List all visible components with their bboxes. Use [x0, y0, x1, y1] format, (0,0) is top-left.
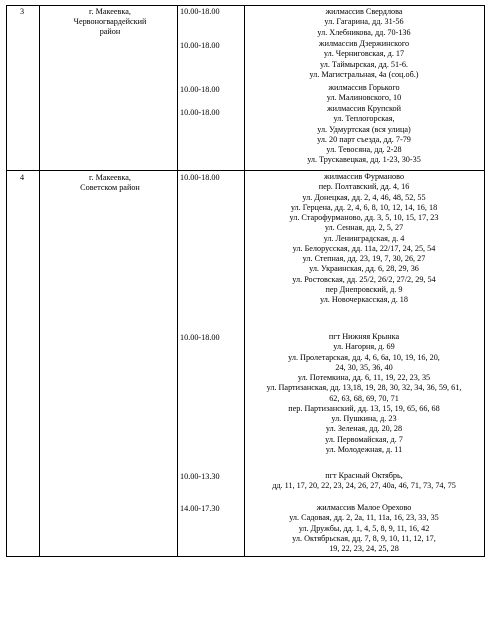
address-line: ул. Черниговская, д. 17	[323, 49, 405, 59]
address-line: 24, 30, 35, 36, 40	[335, 362, 393, 372]
address-line: ул. Потемкина, дд. 6, 11, 19, 22, 23, 35	[297, 373, 431, 382]
address-line: 19, 22, 23, 24, 25, 28	[329, 544, 399, 553]
time-slot: 10.00-18.00	[180, 41, 220, 50]
district-line: Советском район	[80, 183, 140, 192]
address-line: ул. Сенная, дд. 2, 5, 27	[324, 223, 404, 233]
district-line: г. Макеевка,	[89, 173, 131, 182]
table-border-right	[484, 5, 485, 557]
address-line: ул. Украинская, дд. 6, 28, 29, 36	[309, 264, 419, 274]
address-line: пер. Полтавский, дд. 4, 16	[318, 182, 410, 192]
address-line: ул. Теплогорская,	[333, 114, 395, 124]
table-border-top	[6, 5, 485, 6]
address-line: ул. Первомайская, д. 7	[325, 434, 403, 444]
address-line: ул. Партизанская, дд. 13,18, 19, 28, 30, 32, 34, 36, 59, 61,	[266, 383, 462, 393]
address-line: ул. Хлебникова, дд. 70-136	[317, 27, 411, 37]
address-line: жилмассив Крупской	[326, 104, 402, 113]
address-line: жилмассив Малое Орехово	[316, 503, 412, 512]
address-line: ул. Октябрьская, дд. 7, 8, 9, 10, 11, 12, 17,	[292, 533, 436, 543]
district-name	[44, 7, 176, 37]
time-slot: 10.00-18.00	[180, 7, 220, 16]
district-line: район	[99, 27, 121, 36]
time-slot: 10.00-18.00	[180, 333, 220, 342]
row-number: 3	[20, 7, 25, 16]
address-line: ул. Молодежная, д. 11	[325, 444, 403, 454]
table-border-left	[6, 5, 7, 557]
time-slot: 10.00-18.00	[180, 173, 220, 182]
address-line: ул. Старофурманово, дд. 3, 5, 10, 15, 17, 23	[289, 213, 439, 222]
district-line: г. Макеевка,	[89, 7, 131, 16]
address-line: ул. Таймырская, дд. 51-6.	[320, 59, 408, 69]
address-line: ул. Донецкая, дд. 2, 4, 46, 48, 52, 55	[302, 192, 426, 202]
address-block	[246, 7, 482, 38]
address-block	[246, 104, 482, 166]
address-line: ул. Новочеркасская, д. 18	[319, 295, 408, 304]
address-line: ул. Малиновского, 10	[326, 93, 402, 103]
address-line: пгт Нижняя Крынка	[328, 332, 400, 341]
table-col-divider-2	[177, 5, 178, 557]
time-slot: 10.00-18.00	[180, 85, 220, 94]
table-row-divider	[6, 170, 485, 171]
time-slot: 10.00-18.00	[180, 108, 220, 117]
address-line: жилмассив Горького	[328, 83, 400, 92]
time-slot: 14.00-17.30	[180, 504, 220, 513]
address-line: пгт Красный Октябрь,	[325, 471, 403, 480]
time-slot: 10.00-13.30	[180, 472, 220, 481]
address-line: дд. 11, 17, 20, 22, 23, 24, 26, 27, 40а, 46, 71, 73, 74, 75	[272, 481, 456, 491]
address-line: ул. Зеленая, дд. 20, 28	[325, 424, 403, 434]
address-line: ул. Ростовская, дд. 25/2, 26/2, 27/2, 29, 54	[292, 274, 436, 284]
address-line: ул. Магистральная, 4а (соц.об.)	[309, 69, 419, 79]
address-line: ул. Трускавецкая, дд. 1-23, 30-35	[307, 155, 421, 165]
address-block	[246, 332, 482, 455]
address-block	[246, 39, 482, 80]
address-line: пер. Партизанский, дд. 13, 15, 19, 65, 66, 68	[288, 403, 440, 413]
address-block	[246, 503, 482, 554]
district-line: Червоногвардейский	[73, 17, 147, 26]
row-number: 4	[20, 173, 25, 182]
address-line: ул. Удмуртская (вся улица)	[317, 124, 411, 134]
address-line: жилмассив Свердлова	[325, 7, 403, 16]
table-col-divider-1	[39, 5, 40, 557]
address-line: ул. 20 парт съезда, дд. 7-79	[317, 134, 411, 144]
table-border-bottom	[6, 556, 485, 557]
address-line: ул. Садовая, дд. 2, 2а, 11, 11а, 16, 23, 33, 35	[289, 513, 439, 523]
address-line: ул. Герцена, дд. 2, 4, 6, 8, 10, 12, 14, 16, 18	[290, 202, 438, 212]
address-line: ул. Степная, дд. 23, 19, 7, 30, 26, 27	[302, 254, 426, 263]
address-line: ул. Гагарина, дд. 31-56	[324, 17, 404, 27]
address-block	[246, 172, 482, 305]
address-block	[246, 83, 482, 104]
district-name	[44, 173, 176, 193]
address-block	[246, 471, 482, 492]
address-line: ул. Дружбы, дд. 1, 4, 5, 8, 9, 11, 16, 42	[298, 523, 430, 533]
address-line: ул. Ленинградская, д. 4	[323, 233, 405, 243]
address-line: жилмассив Фурманово	[323, 172, 405, 181]
address-line: пер Днепровский, д. 9	[325, 284, 403, 294]
address-line: ул. Белорусская, дд. 11а, 22/17, 24, 25, 54	[292, 243, 436, 253]
address-line: ул. Пушкина, д. 23	[331, 414, 397, 423]
address-line: ул. Пролетарская, дд. 4, 6, 6а, 10, 19, 16, 20,	[288, 352, 440, 362]
address-line: ул. Тевосяна, дд. 2-28	[326, 145, 402, 154]
table-col-divider-3	[244, 5, 245, 557]
address-line: жилмассив Дзержинского	[318, 39, 410, 48]
address-line: 62, 63, 68, 69, 70, 71	[329, 393, 399, 403]
address-line: ул. Нагорня, д. 69	[333, 342, 395, 352]
